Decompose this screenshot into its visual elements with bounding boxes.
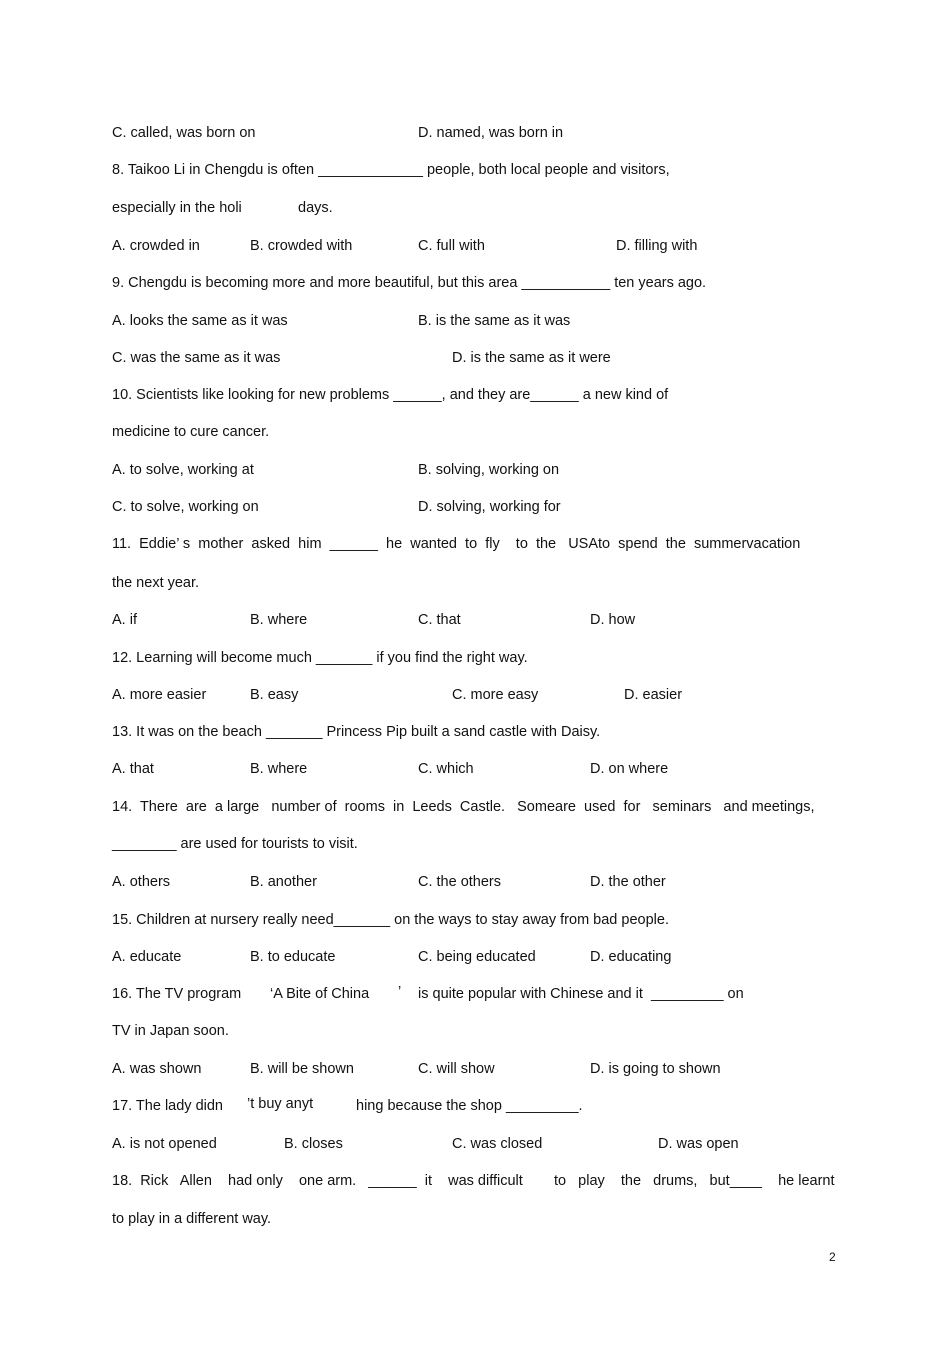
- text-line: hing because the shop _________.: [356, 1098, 583, 1114]
- text-line: D. filling with: [616, 238, 698, 254]
- text-line: 10. Scientists like looking for new problems ______, and they are______ a new kind of: [112, 387, 669, 403]
- text-line: A. that: [112, 761, 154, 777]
- text-line: medicine to cure cancer.: [112, 424, 270, 440]
- text-line: B. crowded with: [250, 238, 353, 254]
- text-line: to play the drums, but____ he learnt: [554, 1173, 835, 1189]
- text-line: 15. Children at nursery really need_______ on the ways to stay away from bad people.: [112, 912, 669, 928]
- text-line: B. solving, working on: [418, 462, 560, 478]
- text-line: especially in the holi: [112, 200, 242, 216]
- text-line: A. if: [112, 612, 137, 628]
- text-line: 9. Chengdu is becoming more and more beautiful, but this area ___________ ten years ago.: [112, 275, 707, 291]
- text-line: C. the others: [418, 874, 502, 890]
- text-line: B. where: [250, 612, 308, 628]
- text-line: C. being educated: [418, 949, 536, 965]
- text-line: C. was closed: [452, 1136, 543, 1152]
- text-line: C. more easy: [452, 687, 539, 703]
- text-line: C. to solve, working on: [112, 499, 259, 515]
- text-line: C. was the same as it was: [112, 350, 281, 366]
- text-line: A. others: [112, 874, 171, 890]
- text-line: A. to solve, working at: [112, 462, 254, 478]
- text-line: D. on where: [590, 761, 669, 777]
- text-line: B. is the same as it was: [418, 313, 571, 329]
- text-line: to play in a different way.: [112, 1211, 272, 1227]
- text-line: ‘A Bite of China: [270, 986, 370, 1002]
- text-line: D. was open: [658, 1136, 739, 1152]
- text-line: B. another: [250, 874, 317, 890]
- text-line: TV in Japan soon.: [112, 1023, 229, 1039]
- text-line: B. will be shown: [250, 1061, 354, 1077]
- text-line: 12. Learning will become much _______ if you find the right way.: [112, 650, 528, 666]
- text-line: D. educating: [590, 949, 672, 965]
- text-line: 13. It was on the beach _______ Princess Pip built a sand castle with Daisy.: [112, 724, 601, 740]
- text-line: 8. Taikoo Li in Chengdu is often _____________ people, both local people and visitors,: [112, 162, 670, 178]
- text-line: D. is the same as it were: [452, 350, 611, 366]
- text-line: C. which: [418, 761, 474, 777]
- text-line: days.: [298, 200, 333, 216]
- text-line: 11. Eddie’ s mother asked him ______ he wanted to fly to the USAto spend the summervacation: [112, 536, 801, 552]
- text-line: A. crowded in: [112, 238, 200, 254]
- page-number: 2: [829, 1250, 836, 1264]
- text-line: ’: [398, 984, 402, 1000]
- text-line: D. easier: [624, 687, 683, 703]
- text-line: ’t buy anyt: [247, 1096, 314, 1112]
- text-line: D. how: [590, 612, 636, 628]
- text-line: 14. There are a large number of rooms in Leeds Castle. Someare used for seminars and meetings,: [112, 799, 815, 815]
- text-line: A. is not opened: [112, 1136, 217, 1152]
- text-line: 18. Rick Allen had only one arm. ______ it was difficult: [112, 1173, 523, 1189]
- text-line: B. where: [250, 761, 308, 777]
- text-line: B. to educate: [250, 949, 336, 965]
- text-line: D. the other: [590, 874, 666, 890]
- text-line: is quite popular with Chinese and it _________ on: [418, 986, 744, 1002]
- text-line: C. full with: [418, 238, 485, 254]
- text-line: D. is going to shown: [590, 1061, 721, 1077]
- text-line: 17. The lady didn: [112, 1098, 223, 1114]
- text-line: B. easy: [250, 687, 299, 703]
- text-line: C. that: [418, 612, 461, 628]
- text-line: ________ are used for tourists to visit.: [112, 836, 358, 852]
- text-line: A. was shown: [112, 1061, 202, 1077]
- text-line: B. closes: [284, 1136, 343, 1152]
- text-line: C. will show: [418, 1061, 495, 1077]
- text-line: the next year.: [112, 575, 200, 591]
- text-line: D. solving, working for: [418, 499, 561, 515]
- text-line: C. called, was born on: [112, 125, 256, 141]
- text-line: A. looks the same as it was: [112, 313, 288, 329]
- text-line: A. more easier: [112, 687, 207, 703]
- text-line: 16. The TV program: [112, 986, 242, 1002]
- text-line: D. named, was born in: [418, 125, 564, 141]
- text-line: A. educate: [112, 949, 182, 965]
